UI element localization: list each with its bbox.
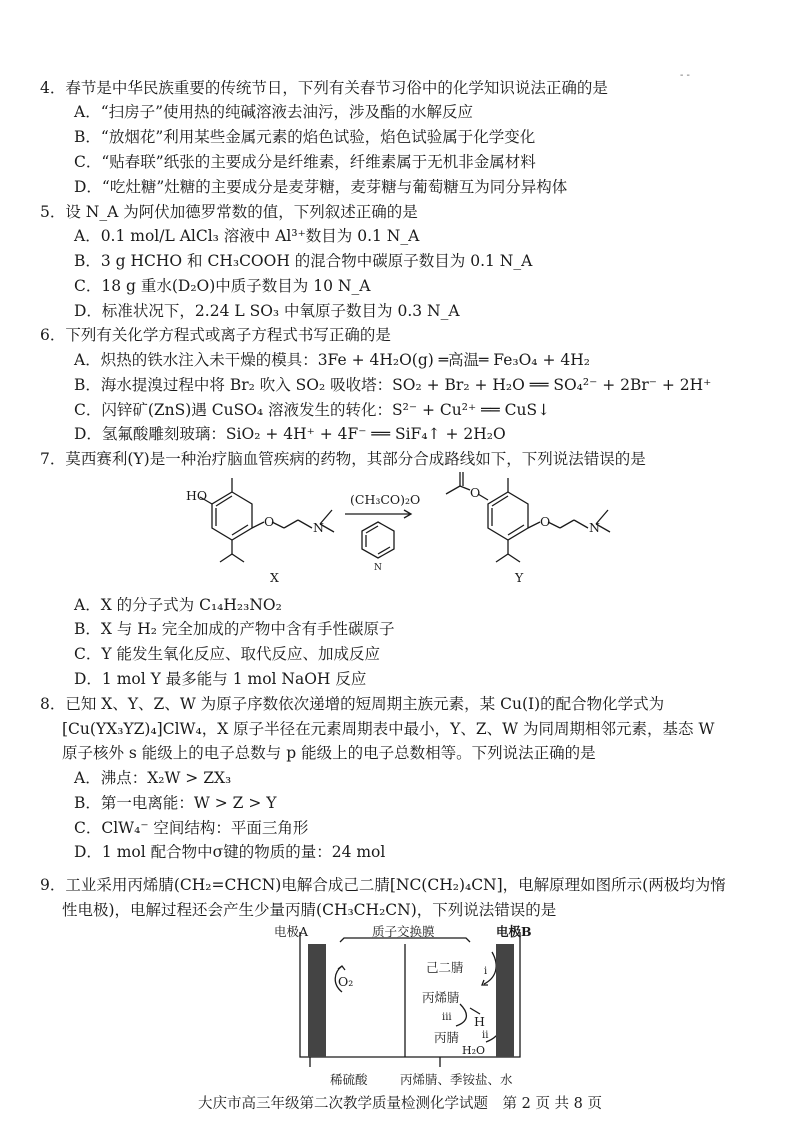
q7-synthesis-scheme [170,470,650,588]
q8-option-c: C．ClW₄⁻ 空间结构：平面三角形 [74,819,309,837]
q6-option-c: C．闪锌矿(ZnS)遇 CuSO₄ 溶液发生的转化：S²⁻ + Cu²⁺ ══ CuS↓ [74,401,551,419]
left-solution-label: 稀硫酸 [330,1072,368,1087]
q7-option-b: B．X 与 H₂ 完全加成的产物中含有手性碳原子 [74,620,395,638]
propionitrile-label: 丙腈 [434,1030,460,1045]
step-ii-label: ii [482,1030,489,1041]
q7-option-c: C．Y 能发生氧化反应、取代反应、加成反应 [74,645,381,663]
right-solution-label: 丙烯腈、季铵盐、水 [400,1072,513,1087]
h-label: H [474,1014,485,1029]
water-label: H₂O [462,1044,486,1057]
q5-stem: 5．设 N_A 为阿伏加德罗常数的值，下列叙述正确的是 [40,203,418,221]
electrode-b [496,944,514,1057]
q8-stem-line-1: 8．已知 X、Y、Z、W 为原子序数依次递增的短周期主族元素，某 Cu(I)的配合物化学式为 [40,695,665,713]
electrolysis-diagram [270,922,550,1092]
q7-option-a: A．X 的分子式为 C₁₄H₂₃NO₂ [74,596,282,614]
pyridine-ring [362,522,394,558]
y-ester-o-label: O [470,485,481,500]
q5-option-d: D．标准状况下，2.24 L SO₃ 中氧原子数目为 0.3 N_A [74,302,460,320]
label-y: Y [515,570,524,585]
q9-stem-line-1: 9．工业采用丙烯腈(CH₂=CHCN)电解合成己二腈[NC(CH₂)₄CN]，电解原理如图所示(两极均为惰 [40,876,726,894]
q8-stem-line-2: [Cu(YX₃YZ)₄]ClW₄，X 原子半径在元素周期表中最小，Y、Z、W 为同周期相邻元素，基态 W [62,720,715,738]
o2-label: O₂ [338,974,354,989]
y-benzene-ring [488,492,528,540]
q9-stem-line-2: 性电极)，电解过程还会产生少量丙腈(CH₃CH₂CN)，下列说法错误的是 [62,901,557,919]
electrode-a [308,944,326,1057]
q8-option-a: A．沸点：X₂W > ZX₃ [74,769,232,787]
label-x: X [270,570,279,585]
q6-option-b: B．海水提溴过程中将 Br₂ 吹入 SO₂ 吸收塔：SO₂ + Br₂ + H₂O ══ SO₄²⁻ + 2Br⁻ + 2H⁺ [74,376,712,394]
q6-option-a: A．炽热的铁水注入未干燥的模具：3Fe + 4H₂O(g) ═高温═ Fe₃O₄ + 4H₂ [74,351,590,369]
q5-option-a: A．0.1 mol/L AlCl₃ 溶液中 Al³⁺数目为 0.1 N_A [74,227,420,245]
x-hydroxyl-label: HO [186,488,208,503]
pyridine-n-label: N [374,563,382,573]
q5-option-b: B．3 g HCHO 和 CH₃COOH 的混合物中碳原子数目为 0.1 N_A [74,252,533,270]
x-ether-o-label: O [264,514,275,529]
y-amine-n-label: N [589,520,600,535]
q7-option-d: D．1 mol Y 最多能与 1 mol NaOH 反应 [74,670,367,688]
electrode-b-label: 电极B [496,924,532,939]
acrylonitrile-label: 丙烯腈 [422,990,460,1005]
q4-stem: 4．春节是中华民族重要的传统节日，下列有关春节习俗中的化学知识说法正确的是 [40,79,608,97]
adiponitrile-label: 己二腈 [426,960,464,975]
q8-option-d: D．1 mol 配合物中σ键的物质的量：24 mol [74,843,386,861]
q8-stem-line-3: 原子核外 s 能级上的电子总数与 p 能级上的电子总数相等。下列说法正确的是 [62,744,596,762]
x-amine-n-label: N [313,520,324,535]
step-i-label: i [484,966,488,977]
electrode-a-label: 电极A [274,924,309,939]
q4-option-a: A．“扫房子”使用热的纯碱溶液去油污，涉及酯的水解反应 [74,103,474,121]
q8-option-b: B．第一电离能：W > Z > Y [74,794,277,812]
q7-stem: 7．莫西赛利(Y)是一种治疗脑血管疾病的药物，其部分合成路线如下，下列说法错误的是 [40,450,646,468]
step-iii-label: iii [442,1012,452,1023]
q5-option-c: C．18 g 重水(D₂O)中质子数目为 10 N_A [74,277,371,295]
corner-mark: - - [680,70,690,81]
membrane-label: 质子交换膜 [372,924,435,939]
page-footer: 大庆市高三年级第二次教学质量检测化学试题 第 2 页 共 8 页 [198,1096,602,1112]
reagent-label: (CH₃CO)₂O [350,492,421,507]
q4-option-c: C．“贴春联”纸张的主要成分是纤维素，纤维素属于无机非金属材料 [74,153,536,171]
q6-stem: 6．下列有关化学方程式或离子方程式书写正确的是 [40,326,391,344]
q4-option-b: B．“放烟花”利用某些金属元素的焰色试验，焰色试验属于化学变化 [74,128,536,146]
q4-option-d: D．“吃灶糖”灶糖的主要成分是麦芽糖，麦芽糖与葡萄糖互为同分异构体 [74,178,568,196]
q6-option-d: D．氢氟酸雕刻玻璃：SiO₂ + 4H⁺ + 4F⁻ ══ SiF₄↑ + 2H₂O [74,425,506,443]
y-ether-o-label: O [540,514,551,529]
x-benzene-ring [212,492,252,540]
